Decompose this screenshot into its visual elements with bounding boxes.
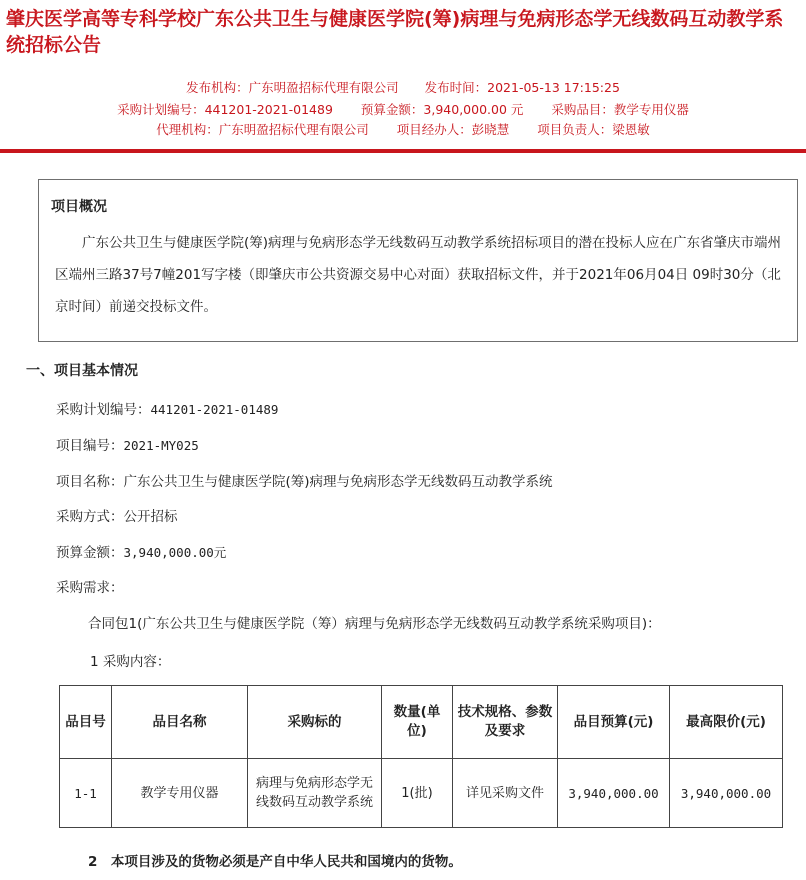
header-item-name: 品目名称 (112, 686, 248, 759)
field-project-no-value: 2021-MY025 (123, 438, 199, 453)
field-method (56, 505, 178, 525)
field-budget (56, 541, 226, 561)
header-spec: 技术规格、参数及要求 (453, 686, 558, 759)
table-row (60, 759, 783, 828)
agency-value: 广东明盈招标代理有限公司 (218, 122, 369, 137)
field-project-name-label: 项目名称： (56, 474, 124, 490)
field-budget-value: 3,940,000.00元 (123, 545, 227, 560)
overview-heading: 项目概况 (51, 199, 107, 215)
field-demand-label: 采购需求： (56, 580, 124, 596)
manager-label: 项目经办人： (396, 122, 472, 137)
field-plan-no (56, 398, 278, 418)
cell-item-name: 教学专用仪器 (112, 759, 248, 828)
field-plan-no-value: 441201-2021-01489 (150, 402, 279, 417)
header-max-price: 最高限价(元) (670, 686, 783, 759)
category-label: 采购品目： (551, 102, 614, 117)
overview-box (38, 179, 798, 342)
publish-time-label: 发布时间： (424, 80, 488, 95)
budget-value: 3,940,000.00 元 (423, 102, 524, 117)
field-project-no-label: 项目编号： (56, 438, 124, 454)
title-divider (0, 149, 806, 153)
plan-no-label: 采购计划编号： (117, 102, 205, 117)
publish-time-value: 2021-05-13 17:15:25 (487, 80, 620, 95)
overview-body: 广东公共卫生与健康医学院(筹)病理与免病形态学无线数码互动教学系统招标项目的潜在投标人应在广东省肇庆市端州区端州三路37号7幢201写字楼（即肇庆市公共资源交易中心对面）获取招标文件，并于2021年06月04日 09时30分（北京时间）前递交投标文件。 (55, 235, 782, 315)
cell-item-no: 1-1 (60, 759, 112, 828)
field-project-name (56, 470, 553, 490)
field-method-value: 公开招标 (123, 509, 178, 525)
header-budget: 品目预算(元) (558, 686, 670, 759)
meta-row-1 (0, 78, 806, 96)
cell-max-price: 3,940,000.00 (670, 759, 783, 828)
header-item-no: 品目号 (60, 686, 112, 759)
field-project-name-value: 广东公共卫生与健康医学院(筹)病理与免病形态学无线数码互动教学系统 (123, 474, 553, 490)
content-label: 1 采购内容： (90, 654, 171, 670)
publisher-label: 发布机构： (186, 80, 249, 95)
category-value: 教学专用仪器 (613, 102, 689, 117)
meta-row-3 (0, 120, 806, 138)
package-description: 合同包1(广东公共卫生与健康医学院（筹）病理与免病形态学无线数码互动教学系统采购项目)： (88, 616, 661, 632)
field-method-label: 采购方式： (56, 509, 124, 525)
publisher-value: 广东明盈招标代理有限公司 (248, 80, 399, 95)
leader-value: 梁恩敏 (612, 122, 650, 137)
field-plan-no-label: 采购计划编号： (56, 402, 151, 418)
cell-spec: 详见采购文件 (453, 759, 558, 828)
header-qty: 数量(单位) (382, 686, 453, 759)
origin-note: 2 本项目涉及的货物必须是产自中华人民共和国境内的货物。 (88, 854, 462, 870)
procurement-table (59, 685, 783, 828)
header-target: 采购标的 (248, 686, 382, 759)
cell-qty: 1(批) (382, 759, 453, 828)
page-title: 肇庆医学高等专科学校广东公共卫生与健康医学院(筹)病理与免病形态学无线数码互动教学系统招标公告 (6, 8, 784, 56)
section-heading-basic-info: 一、项目基本情况 (26, 363, 138, 379)
meta-row-2 (0, 100, 806, 118)
cell-target: 病理与免病形态学无线数码互动教学系统 (248, 759, 382, 828)
plan-no-value: 441201-2021-01489 (204, 102, 333, 117)
field-budget-label: 预算金额： (56, 545, 124, 561)
agency-label: 代理机构： (156, 122, 219, 137)
field-project-no (56, 434, 199, 454)
table-header-row (60, 686, 783, 759)
leader-label: 项目负责人： (537, 122, 613, 137)
manager-value: 彭晓慧 (471, 122, 510, 137)
cell-budget: 3,940,000.00 (558, 759, 670, 828)
budget-label: 预算金额： (360, 102, 424, 117)
